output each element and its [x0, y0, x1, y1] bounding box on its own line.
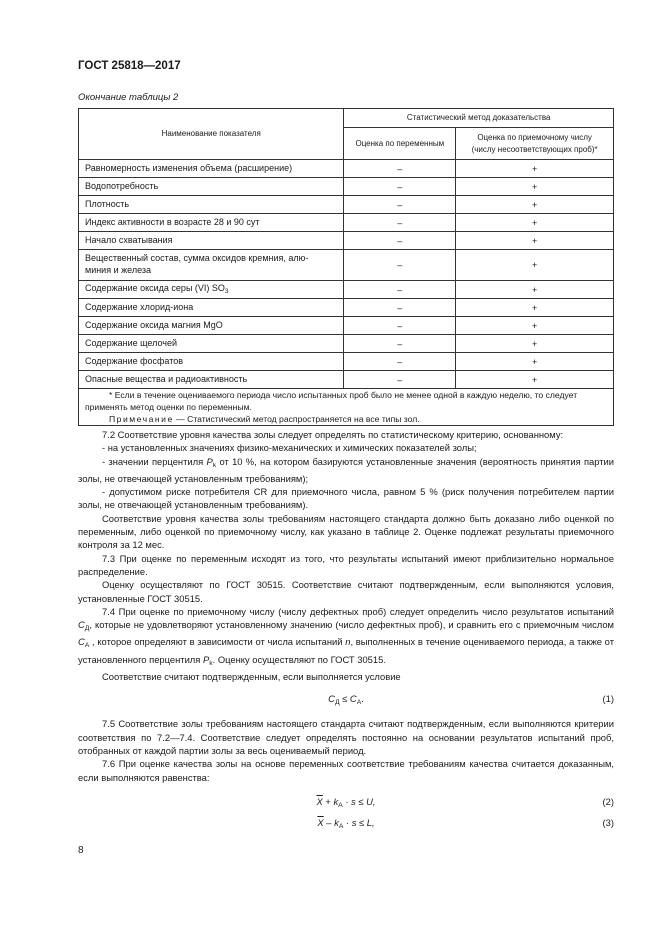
- symbol-subscript: A: [84, 642, 90, 650]
- text-part: 7.4 При оценке по приемочному числу (числу дефектных проб) следует определить число результатов испытаний: [102, 605, 614, 617]
- body-text: [78, 428, 614, 841]
- paragraph-7-4-condition: Соответствие считают подтвержденным, если выполняется условие: [102, 671, 401, 683]
- row-variable: –: [344, 160, 456, 178]
- table-row: [79, 214, 614, 232]
- row-name: Содержание хлорид-иона: [79, 299, 344, 317]
- text-part: от 10 %, на котором базируются установленные значения (вероятность принятия партии золы, не отвечающей установленным требованиям);: [78, 455, 615, 484]
- equation-3-formula: [78, 816, 614, 833]
- row-variable: –: [344, 317, 456, 335]
- paragraph-7-2: 7.2 Соответствие уровня качества золы следует определять по статистическому критерию, основанному:: [102, 429, 564, 440]
- eq-subscript: Д: [334, 699, 340, 707]
- table-note: [85, 413, 607, 425]
- row-name-subscript: 3: [224, 287, 229, 295]
- table-row: [79, 232, 614, 250]
- symbol-subscript: k: [212, 461, 217, 469]
- header-variable: Оценка по переменным: [344, 128, 456, 160]
- note-label: Примечание: [109, 414, 174, 425]
- eq-xbar: $\overline{X}$: [316, 795, 323, 807]
- row-name: Водопотребность: [79, 178, 344, 196]
- text-part: , которые не удовлетворяют установленному значению (число дефектных проб), и сравнить его с приемочным числом: [89, 619, 614, 631]
- eq-symbol: C: [349, 693, 357, 705]
- row-name: Плотность: [79, 196, 344, 214]
- eq-subscript: A: [338, 822, 344, 830]
- row-name: Индекс активности в возрасте 28 и 90 сут: [79, 214, 344, 232]
- equation-2-formula: [78, 795, 614, 812]
- equation-1-number: (1): [602, 693, 614, 705]
- table-row: [79, 353, 614, 371]
- symbol-subscript: Д: [84, 625, 90, 633]
- row-name: [79, 281, 344, 299]
- eq-symbol: k: [334, 816, 339, 828]
- symbol-subscript: k: [209, 659, 213, 667]
- table-2: [78, 108, 614, 426]
- paragraph-7-6: 7.6 При оценке качества золы на основе переменных соответствие требованиям качества считается доказанным, если выполняются равенства:: [78, 758, 614, 783]
- table-caption: Окончание таблицы 2: [78, 92, 179, 103]
- equation-1-formula: [78, 692, 614, 709]
- page-number: 8: [78, 845, 84, 856]
- header-attribute-line1: Оценка по приемочному числу: [477, 132, 592, 142]
- table-row: [79, 299, 614, 317]
- row-name: Содержание оксида магния MgO: [79, 317, 344, 335]
- row-attribute: +: [456, 353, 614, 371]
- table-notes: [79, 389, 614, 426]
- row-attribute: +: [456, 232, 614, 250]
- table-footnote: * Если в течение оцениваемого периода число испытанных проб было не менее одной в каждую неделю, то следует применять метод оценки по переменным.: [85, 390, 578, 413]
- row-variable: –: [344, 214, 456, 232]
- row-name: Равномерность изменения объема (расширение): [79, 160, 344, 178]
- paragraph-7-3-b: Оценку осуществляют по ГОСТ 30515. Соответствие считают подтвержденным, если выполняются условия, установленные ГОСТ 30515.: [78, 579, 614, 604]
- eq-symbol: k: [333, 795, 339, 807]
- eq-tail: · s ≤ L,: [343, 816, 375, 828]
- paragraph-7-5: 7.5 Соответствие золы требованиям настоящего стандарта считают подтвержденным, если выполняются критерии соответствия по 7.2—7.4. Соответствие следует определять постоянно на основании результатов испытаний проб, отобранных от каждой партии золы за весь оцениваемый период.: [78, 718, 614, 756]
- row-variable: –: [344, 178, 456, 196]
- row-attribute: +: [456, 335, 614, 353]
- row-attribute: +: [456, 281, 614, 299]
- row-attribute: +: [456, 196, 614, 214]
- text-part: , выполненных в течение оцениваемого периода, а также от установленного перцентиля: [78, 636, 614, 665]
- row-variable: –: [344, 299, 456, 317]
- paragraph-7-4: [78, 605, 614, 670]
- row-attribute: +: [456, 250, 614, 281]
- row-name: Начало схватывания: [79, 232, 344, 250]
- row-name: Содержание фосфатов: [79, 353, 344, 371]
- eq-end: .: [361, 693, 364, 705]
- equation-3: [78, 816, 614, 831]
- row-variable: –: [344, 371, 456, 389]
- document-header: ГОСТ 25818—2017: [78, 60, 181, 72]
- row-name-line2: миния и железа: [85, 265, 152, 275]
- table-row: [79, 196, 614, 214]
- text-part: - значении перцентиля: [102, 455, 207, 467]
- eq-subscript: A: [356, 699, 362, 707]
- equation-1: [78, 692, 614, 707]
- row-attribute: +: [456, 299, 614, 317]
- symbol-n: n: [345, 636, 351, 648]
- row-name: Опасные вещества и радиоактивность: [79, 371, 344, 389]
- symbol-p: P: [206, 455, 213, 467]
- row-name-line1: Вещественный состав, сумма оксидов кремния, алю-: [85, 253, 309, 264]
- row-variable: –: [344, 232, 456, 250]
- paragraph-7-2-conclusion: Соответствие уровня качества золы требованиям настоящего стандарта должно быть доказано либо оценкой по переменным, либо оценкой по приемочному числу, как указано в таблице 2. Оценке подлежат результаты приемочного контроля за 12 мес.: [78, 512, 614, 551]
- row-attribute: +: [456, 371, 614, 389]
- row-name: [79, 250, 344, 281]
- row-variable: –: [344, 196, 456, 214]
- table-row: [79, 178, 614, 196]
- header-name: Наименование показателя: [79, 109, 344, 160]
- paragraph-7-3: 7.3 При оценке по переменным исходят из того, что результаты испытаний имеют приблизительно нормальное распределение.: [78, 552, 614, 577]
- row-attribute: +: [456, 178, 614, 196]
- symbol-c: C: [78, 619, 85, 631]
- header-attribute-line2: (числу несоответствующих проб)*: [471, 144, 598, 154]
- table-row: [79, 281, 614, 299]
- table-row: [79, 371, 614, 389]
- equation-2: [78, 795, 614, 810]
- row-variable: –: [344, 353, 456, 371]
- row-attribute: +: [456, 317, 614, 335]
- table-row: [79, 250, 614, 281]
- table-row: [79, 317, 614, 335]
- row-variable: –: [344, 335, 456, 353]
- eq-operator: –: [323, 816, 335, 828]
- note-text: — Статистический метод распространяется на все типы зол.: [173, 414, 420, 425]
- equation-3-number: (3): [602, 816, 614, 828]
- row-attribute: +: [456, 214, 614, 232]
- row-variable: –: [344, 250, 456, 281]
- header-attribute: [456, 128, 614, 160]
- row-attribute: +: [456, 160, 614, 178]
- eq-tail: · s ≤ U,: [342, 795, 376, 807]
- equation-2-number: (2): [602, 795, 614, 807]
- paragraph-7-2-item: - допустимом риске потребителя CR для приемочного числа, равном 5 % (риск получения потребителем партии золы, не отвечающей установленным требованиям).: [78, 486, 614, 511]
- eq-symbol: C: [328, 693, 335, 705]
- row-name: Содержание щелочей: [79, 335, 344, 353]
- paragraph-7-2-item: [78, 455, 614, 486]
- symbol-c: C: [78, 636, 85, 648]
- eq-subscript: A: [338, 801, 343, 809]
- symbol-p: P: [202, 653, 210, 665]
- eq-operator: +: [322, 795, 334, 807]
- text-part: . Оценку осуществляют по ГОСТ 30515.: [212, 653, 386, 665]
- table-row: [79, 160, 614, 178]
- eq-operator: ≤: [339, 693, 350, 705]
- text-part: , которое определяют в зависимости от числа испытаний: [89, 636, 346, 648]
- eq-xbar: $\overline{X}$: [317, 816, 324, 828]
- paragraph-7-2-item: - на установленных значениях физико-механических и химических показателей золы;: [102, 442, 477, 454]
- header-group: Статистический метод доказательства: [344, 109, 614, 128]
- row-variable: –: [344, 281, 456, 299]
- row-name-text: Содержание оксида серы (VI) SO: [85, 282, 225, 293]
- table-row: [79, 335, 614, 353]
